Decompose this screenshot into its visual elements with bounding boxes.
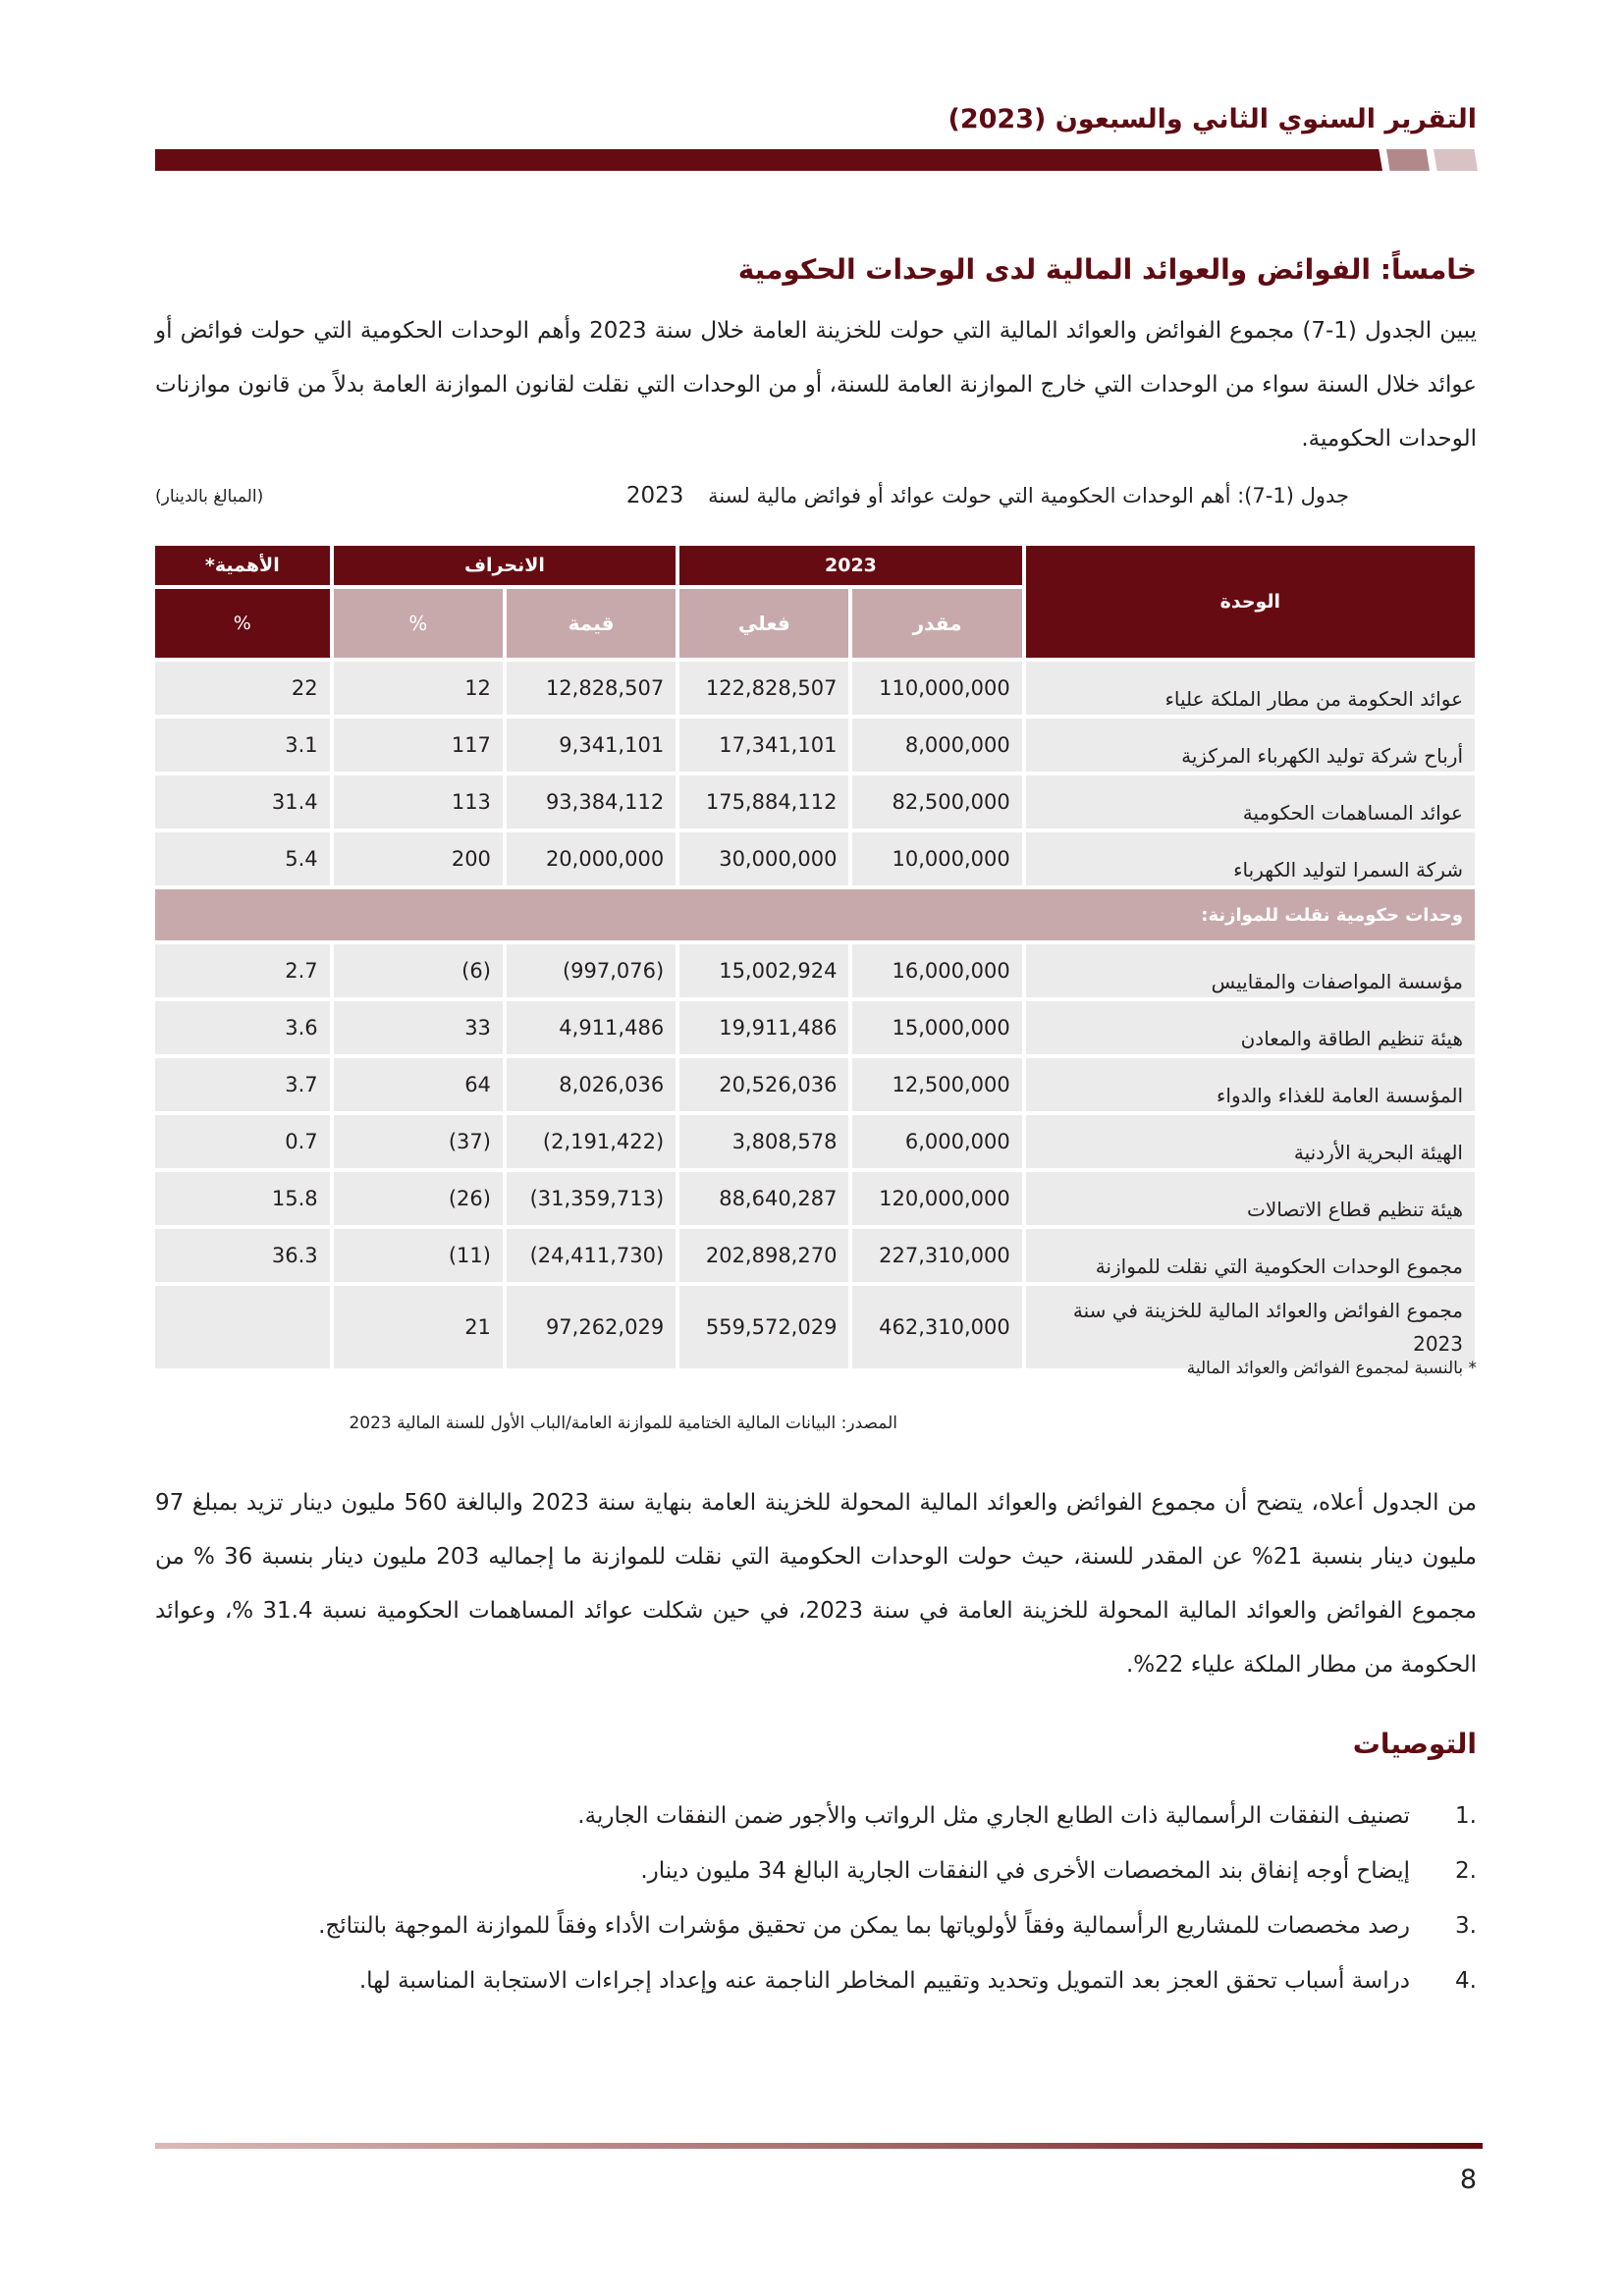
cell-unit-name: عوائد الحكومة من مطار الملكة علياء xyxy=(1026,662,1475,715)
table-subheader-row xyxy=(155,889,1475,940)
cell-dev-pct: 33 xyxy=(334,1001,503,1054)
header-unit: الوحدة xyxy=(1026,546,1475,658)
cell-importance: 5.4 xyxy=(155,832,330,885)
cell-dev-pct: 21 xyxy=(334,1286,503,1368)
table-row xyxy=(155,1286,1475,1368)
cell-unit-name: مجموع الفوائض والعوائد المالية للخزينة في سنة 2023 xyxy=(1026,1286,1475,1368)
cell-actual: 19,911,486 xyxy=(679,1001,848,1054)
recommendations-list xyxy=(155,1791,1477,2011)
header-actual: فعلي xyxy=(679,589,848,658)
cell-dev-value: (24,411,730) xyxy=(507,1229,676,1282)
cell-unit-name: عوائد المساهمات الحكومية xyxy=(1026,775,1475,828)
cell-importance: 3.7 xyxy=(155,1058,330,1111)
cell-importance: 3.6 xyxy=(155,1001,330,1054)
cell-dev-value: 4,911,486 xyxy=(507,1001,676,1054)
cell-importance: 15.8 xyxy=(155,1172,330,1225)
cell-dev-pct: 117 xyxy=(334,719,503,772)
cell-estimated: 227,310,000 xyxy=(852,1229,1021,1282)
header-deviation-pct: % xyxy=(334,589,503,658)
cell-unit-name: أرباح شركة توليد الكهرباء المركزية xyxy=(1026,719,1475,772)
table-row xyxy=(155,1229,1475,1282)
header-bar-accent xyxy=(1386,149,1430,171)
table-row xyxy=(155,1172,1475,1225)
cell-unit-name: شركة السمرا لتوليد الكهرباء xyxy=(1026,832,1475,885)
cell-estimated: 120,000,000 xyxy=(852,1172,1021,1225)
cell-dev-value: 93,384,112 xyxy=(507,775,676,828)
recommendation-number: 2. xyxy=(1455,1858,1477,1884)
cell-dev-pct: 200 xyxy=(334,832,503,885)
cell-importance: 3.1 xyxy=(155,719,330,772)
header-deviation-value: قيمة xyxy=(507,589,676,658)
intro-paragraph: يبين الجدول (1-7) مجموع الفوائض والعوائد المالية التي حولت للخزينة العامة خلال سنة 2023 وأهم الوحدات الحكومية التي حولت فوائض أو عوائد خلال السنة سواء من الوحدات التي خارج الموازنة العامة للسنة، أو من الوحدات التي نقلت لقانون الموازنة العامة بدلاً من قانون موازنات الوحدات الحكومية. xyxy=(155,318,1477,452)
cell-actual: 3,808,578 xyxy=(679,1115,848,1168)
cell-actual: 30,000,000 xyxy=(679,832,848,885)
cell-estimated: 8,000,000 xyxy=(852,719,1021,772)
cell-dev-value: 9,341,101 xyxy=(507,719,676,772)
header-importance: الأهمية* xyxy=(155,546,330,585)
cell-actual: 122,828,507 xyxy=(679,662,848,715)
cell-estimated: 6,000,000 xyxy=(852,1115,1021,1168)
cell-actual: 202,898,270 xyxy=(679,1229,848,1282)
recommendation-text: إيضاح أوجه إنفاق بند المخصصات الأخرى في النفقات الجارية البالغ 34 مليون دينار. xyxy=(640,1858,1410,1884)
cell-unit-name: مجموع الوحدات الحكومية التي نقلت للموازنة xyxy=(1026,1229,1475,1282)
cell-dev-value: (2,191,422) xyxy=(507,1115,676,1168)
cell-importance xyxy=(155,1286,330,1368)
cell-dev-value: 20,000,000 xyxy=(507,832,676,885)
recommendation-text: دراسة أسباب تحقق العجز بعد التمويل وتحديد وتقييم المخاطر الناجمة عنه وإعداد إجراءات الاستجابة المناسبة لها. xyxy=(358,1968,1410,1994)
cell-dev-pct: (37) xyxy=(334,1115,503,1168)
cell-actual: 20,526,036 xyxy=(679,1058,848,1111)
table-units: (المبالغ بالدينار) xyxy=(155,487,264,507)
cell-importance: 2.7 xyxy=(155,944,330,997)
table-row xyxy=(155,662,1475,715)
cell-unit-name: هيئة تنظيم الطاقة والمعادن xyxy=(1026,1001,1475,1054)
cell-estimated: 110,000,000 xyxy=(852,662,1021,715)
table-row xyxy=(155,832,1475,885)
cell-importance: 31.4 xyxy=(155,775,330,828)
table-caption xyxy=(626,483,1349,508)
table-row xyxy=(155,944,1475,997)
table-caption-year: 2023 xyxy=(625,483,684,508)
surpluses-table xyxy=(151,542,1479,1372)
cell-dev-pct: 64 xyxy=(334,1058,503,1111)
cell-estimated: 462,310,000 xyxy=(852,1286,1021,1368)
table-caption-row xyxy=(155,483,1477,522)
cell-dev-value: (997,076) xyxy=(507,944,676,997)
cell-dev-pct: (6) xyxy=(334,944,503,997)
cell-estimated: 82,500,000 xyxy=(852,775,1021,828)
cell-unit-name: الهيئة البحرية الأردنية xyxy=(1026,1115,1475,1168)
table-row xyxy=(155,775,1475,828)
table-row xyxy=(155,719,1475,772)
header-bar-accent-light xyxy=(1434,149,1478,171)
cell-unit-name: هيئة تنظيم قطاع الاتصالات xyxy=(1026,1172,1475,1225)
cell-dev-pct: 12 xyxy=(334,662,503,715)
cell-importance: 36.3 xyxy=(155,1229,330,1282)
cell-importance: 0.7 xyxy=(155,1115,330,1168)
cell-estimated: 16,000,000 xyxy=(852,944,1021,997)
cell-estimated: 10,000,000 xyxy=(852,832,1021,885)
cell-dev-value: 8,026,036 xyxy=(507,1058,676,1111)
cell-dev-pct: (26) xyxy=(334,1172,503,1225)
cell-estimated: 15,000,000 xyxy=(852,1001,1021,1054)
table-row xyxy=(155,1058,1475,1111)
cell-unit-name: المؤسسة العامة للغذاء والدواء xyxy=(1026,1058,1475,1111)
header-bar xyxy=(155,149,1382,171)
table-source: المصدر: البيانات المالية الختامية للموازنة العامة/الباب الأول للسنة المالية 2023 xyxy=(349,1414,897,1433)
cell-actual: 175,884,112 xyxy=(679,775,848,828)
cell-unit-name: مؤسسة المواصفات والمقاييس xyxy=(1026,944,1475,997)
recommendation-text: تصنيف النفقات الرأسمالية ذات الطابع الجاري مثل الرواتب والأجور ضمن النفقات الجارية. xyxy=(577,1803,1410,1829)
cell-dev-value: 97,262,029 xyxy=(507,1286,676,1368)
header-estimated: مقدر xyxy=(852,589,1021,658)
page-number: 8 xyxy=(1459,2164,1477,2195)
recommendation-item xyxy=(155,1791,1477,1841)
analysis-paragraph: من الجدول أعلاه، يتضح أن مجموع الفوائض والعوائد المالية المحولة للخزينة العامة بنهاية سنة 2023 والبالغة 560 مليون دينار تزيد بمبلغ 97 مليون دينار بنسبة 21% عن المقدر للسنة، حيث حولت الوحدات الحكومية التي نقلت للموازنة ما إجماليه 203 مليون دينار بنسبة 36 % من مجموع الفوائض والعوائد المالية المحولة للخزينة العامة في سنة 2023، في حين شكلت عوائد المساهمات الحكومية نسبة 31.4 %، وعوائد الحكومة من مطار الملكة علياء 22%. xyxy=(155,1490,1477,1678)
header-year-group: 2023 xyxy=(679,546,1022,585)
recommendation-text: رصد مخصصات للمشاريع الرأسمالية وفقاً لأولوياتها بما يمكن من تحقيق مؤشرات الأداء وفقاً للموازنة الموجهة بالنتائج. xyxy=(318,1913,1410,1939)
table-caption-text: جدول (1-7): أهم الوحدات الحكومية التي حولت عوائد أو فوائض مالية لسنة xyxy=(708,484,1349,507)
cell-dev-value: 12,828,507 xyxy=(507,662,676,715)
recommendation-item xyxy=(155,1846,1477,1896)
header-importance-pct: % xyxy=(155,589,330,658)
cell-dev-pct: 113 xyxy=(334,775,503,828)
recommendation-number: 4. xyxy=(1455,1968,1477,1994)
header-deviation-group: الانحراف xyxy=(334,546,677,585)
footer-divider xyxy=(155,2143,1483,2149)
cell-actual: 17,341,101 xyxy=(679,719,848,772)
table-row xyxy=(155,1001,1475,1054)
cell-dev-pct: (11) xyxy=(334,1229,503,1282)
table-row xyxy=(155,1115,1475,1168)
recommendation-number: 3. xyxy=(1455,1913,1477,1939)
cell-actual: 88,640,287 xyxy=(679,1172,848,1225)
recommendation-item xyxy=(155,1901,1477,1950)
recommendation-number: 1. xyxy=(1455,1803,1477,1829)
cell-importance: 22 xyxy=(155,662,330,715)
recommendations-title: التوصيات xyxy=(1352,1728,1477,1760)
report-header-title: التقرير السنوي الثاني والسبعون (2023) xyxy=(947,104,1477,134)
cell-estimated: 12,500,000 xyxy=(852,1058,1021,1111)
section-title: خامساً: الفوائض والعوائد المالية لدى الوحدات الحكومية xyxy=(737,253,1477,286)
subheader-transferred-units: وحدات حكومية نقلت للموازنة: xyxy=(155,889,1475,940)
table-footnote: * بالنسبة لمجموع الفوائض والعوائد المالية xyxy=(1186,1359,1477,1378)
recommendation-item xyxy=(155,1956,1477,2005)
cell-actual: 559,572,029 xyxy=(679,1286,848,1368)
cell-actual: 15,002,924 xyxy=(679,944,848,997)
cell-dev-value: (31,359,713) xyxy=(507,1172,676,1225)
